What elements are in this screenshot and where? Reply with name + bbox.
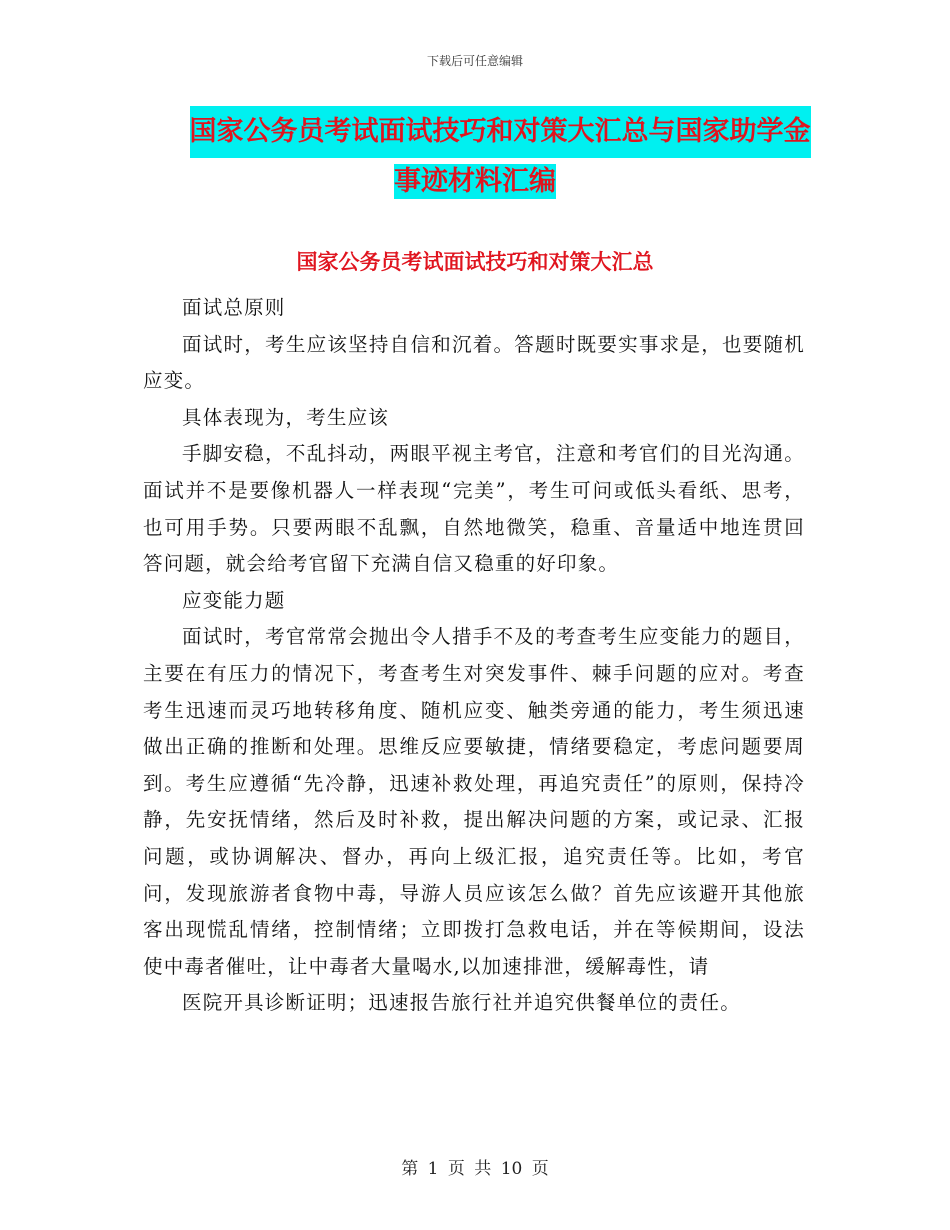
section-title: 国家公务员考试面试技巧和对策大汇总 (296, 249, 654, 274)
title-line-1: 国家公务员考试面试技巧和对策大汇总与国家助学金 (190, 106, 811, 158)
document-title (0, 106, 950, 206)
paragraph: 应变能力题 (182, 588, 286, 612)
title-line-2: 事迹材料汇编 (394, 166, 556, 197)
paragraph: 医院开具诊断证明；迅速报告旅行社并追究供餐单位的责任。 (182, 991, 741, 1015)
paragraph: 手脚安稳，不乱抖动，两眼平视主考官，注意和考官们的目光沟通。面试并不是要像机器人一样表现“完美”，考生可问或低头看纸、思考，也可用手势。只要两眼不乱飘，自然地微笑，稳重、音量适中地连贯回答问题，就会给考官留下充满自信又稳重的好印象。 (143, 442, 805, 576)
header-note: 下载后可任意编辑 (426, 54, 523, 68)
document-body (143, 290, 805, 1022)
paragraph: 面试总原则 (182, 296, 286, 319)
paragraph: 面试时，考生应该坚持自信和沉着。答题时既要实事求是，也要随机应变。 (143, 332, 805, 393)
paragraph: 具体表现为，考生应该 (182, 405, 390, 429)
page-footer: 第 1 页 共 10 页 (401, 1159, 549, 1179)
paragraph: 面试时，考官常常会抛出令人措手不及的考查考生应变能力的题目，主要在有压力的情况下，考查考生对突发事件、棘手问题的应对。考查考生迅速而灵巧地转移角度、随机应变、触类旁通的能力，考生须迅速做出正确的推断和处理。思维反应要敏捷，情绪要稳定，考虑问题要周到。考生应遵循“先冷静，迅速补救处理，再追究责任”的原则，保持冷静，先安抚情绪，然后及时补救，提出解决问题的方案，或记录、汇报问题，或协调解决、督办，再向上级汇报，追究责任等。比如，考官问，发现旅游者食物中毒，导游人员应该怎么做？首先应该避开其他旅客出现慌乱情绪，控制情绪；立即拨打急救电话，并在等候期间，设法使中毒者催吐，让中毒者大量喝水,以加速排泄，缓解毒性，请 (143, 625, 805, 978)
